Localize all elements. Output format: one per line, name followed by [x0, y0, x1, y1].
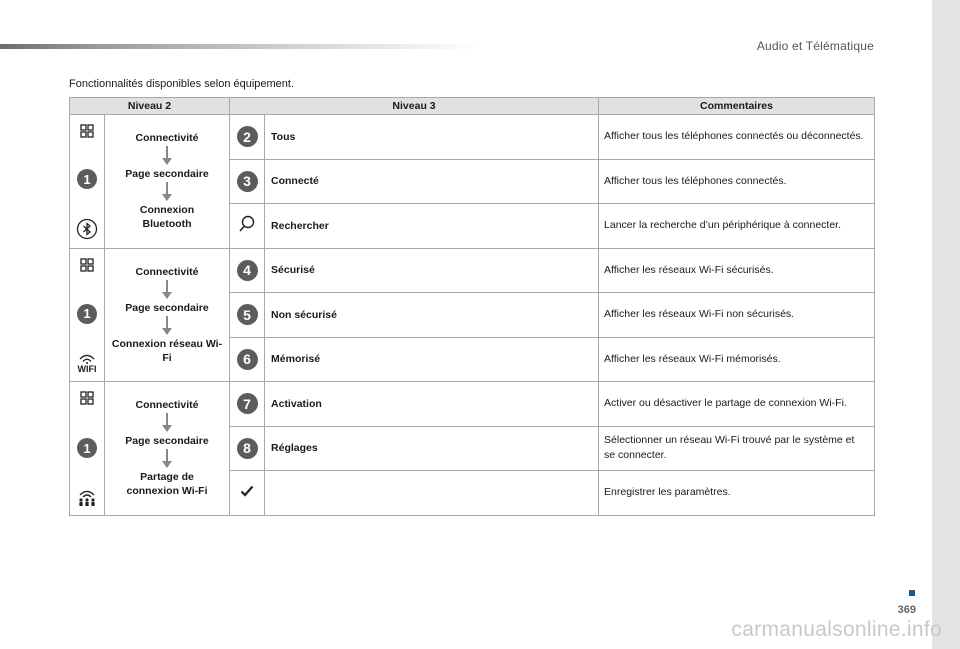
level3-label: Réglages	[265, 426, 599, 471]
bluetooth-icon	[76, 218, 98, 240]
step-badge: 1	[77, 438, 97, 458]
level3-label: Sécurisé	[265, 248, 599, 293]
level3-label: Tous	[265, 115, 599, 160]
level2-icon-cell	[70, 115, 105, 249]
apps-grid-icon	[78, 122, 96, 140]
option-badge: 8	[237, 438, 258, 459]
level3-label: Mémorisé	[265, 337, 599, 382]
step-badge: 1	[77, 169, 97, 189]
flow-step: Connexion réseau Wi-Fi	[111, 337, 223, 364]
level3-badge-cell	[230, 337, 265, 382]
option-badge: 2	[237, 126, 258, 147]
wifi-icon	[78, 354, 97, 374]
level3-badge-cell	[230, 293, 265, 338]
flow-step: Page secondaire	[125, 435, 209, 448]
comment-text: Enregistrer les paramètres.	[599, 471, 875, 516]
option-badge: 4	[237, 260, 258, 281]
comment-text: Sélectionner un réseau Wi-Fi trouvé par le système et se connecter.	[599, 426, 875, 471]
level2-flow	[105, 398, 229, 498]
option-badge: 3	[237, 171, 258, 192]
table-row	[70, 382, 875, 427]
hotspot-sharing-icon	[77, 489, 97, 507]
level2-flow-cell	[105, 248, 230, 382]
flow-step: Connectivité	[135, 399, 199, 412]
table-row	[70, 115, 875, 160]
level2-icon-cell	[70, 248, 105, 382]
flow-step: Connectivité	[135, 265, 199, 278]
level3-label	[265, 471, 599, 516]
flow-step: Connectivité	[135, 132, 199, 145]
option-badge: 6	[237, 349, 258, 370]
level2-icon-stack	[70, 389, 104, 507]
side-band	[932, 0, 960, 649]
level3-badge-cell	[230, 248, 265, 293]
table-row	[70, 248, 875, 293]
comment-text: Afficher les réseaux Wi-Fi non sécurisés.	[599, 293, 875, 338]
top-rule	[0, 44, 480, 49]
comment-text: Afficher les réseaux Wi-Fi mémorisés.	[599, 337, 875, 382]
level2-icon-cell	[70, 382, 105, 516]
page-number: 369	[897, 604, 916, 616]
features-table	[69, 97, 875, 516]
level2-flow-cell	[105, 382, 230, 516]
down-arrow-icon	[162, 316, 172, 336]
level2-icon-stack	[70, 122, 104, 240]
option-badge: 7	[237, 393, 258, 414]
header-niveau-3: Niveau 3	[230, 98, 599, 115]
header-commentaires: Commentaires	[599, 98, 875, 115]
down-arrow-icon	[162, 449, 172, 469]
down-arrow-icon	[162, 182, 172, 202]
wifi-arcs-icon	[78, 354, 96, 364]
checkmark-icon	[240, 485, 254, 497]
level2-icon-stack	[70, 256, 104, 374]
comment-text: Afficher les réseaux Wi-Fi sécurisés.	[599, 248, 875, 293]
flow-step: Page secondaire	[125, 301, 209, 314]
level3-badge-cell	[230, 159, 265, 204]
section-title: Audio et Télématique	[756, 39, 874, 53]
apps-grid-icon	[78, 256, 96, 274]
comment-text: Activer ou désactiver le partage de connexion Wi-Fi.	[599, 382, 875, 427]
page-marker	[909, 590, 915, 596]
flow-step: Page secondaire	[125, 168, 209, 181]
wifi-icon-label: WIFI	[77, 363, 97, 374]
level2-flow	[105, 265, 229, 365]
comment-text: Afficher tous les téléphones connectés ou déconnectés.	[599, 115, 875, 160]
down-arrow-icon	[162, 413, 172, 433]
level3-icon-cell	[230, 471, 265, 516]
step-badge: 1	[77, 304, 97, 324]
level3-icon-cell	[230, 204, 265, 249]
down-arrow-icon	[162, 280, 172, 300]
level3-label: Non sécurisé	[265, 293, 599, 338]
apps-grid-icon	[78, 389, 96, 407]
intro-text: Fonctionnalités disponibles selon équipement.	[69, 78, 295, 90]
down-arrow-icon	[162, 146, 172, 166]
watermark: carmanualsonline.info	[731, 618, 942, 641]
option-badge: 5	[237, 304, 258, 325]
level2-flow-cell	[105, 115, 230, 249]
level2-flow	[105, 131, 229, 231]
comment-text: Afficher tous les téléphones connectés.	[599, 159, 875, 204]
level3-label: Connecté	[265, 159, 599, 204]
table-header-row	[70, 98, 875, 115]
flow-step: Connexion Bluetooth	[139, 204, 195, 231]
level3-label: Rechercher	[265, 204, 599, 249]
level3-badge-cell	[230, 382, 265, 427]
flow-step: Partage de connexion Wi-Fi	[126, 471, 208, 498]
search-icon	[238, 214, 256, 234]
header-niveau-2: Niveau 2	[70, 98, 230, 115]
level3-badge-cell	[230, 426, 265, 471]
level3-badge-cell	[230, 115, 265, 160]
level3-label: Activation	[265, 382, 599, 427]
comment-text: Lancer la recherche d’un périphérique à connecter.	[599, 204, 875, 249]
